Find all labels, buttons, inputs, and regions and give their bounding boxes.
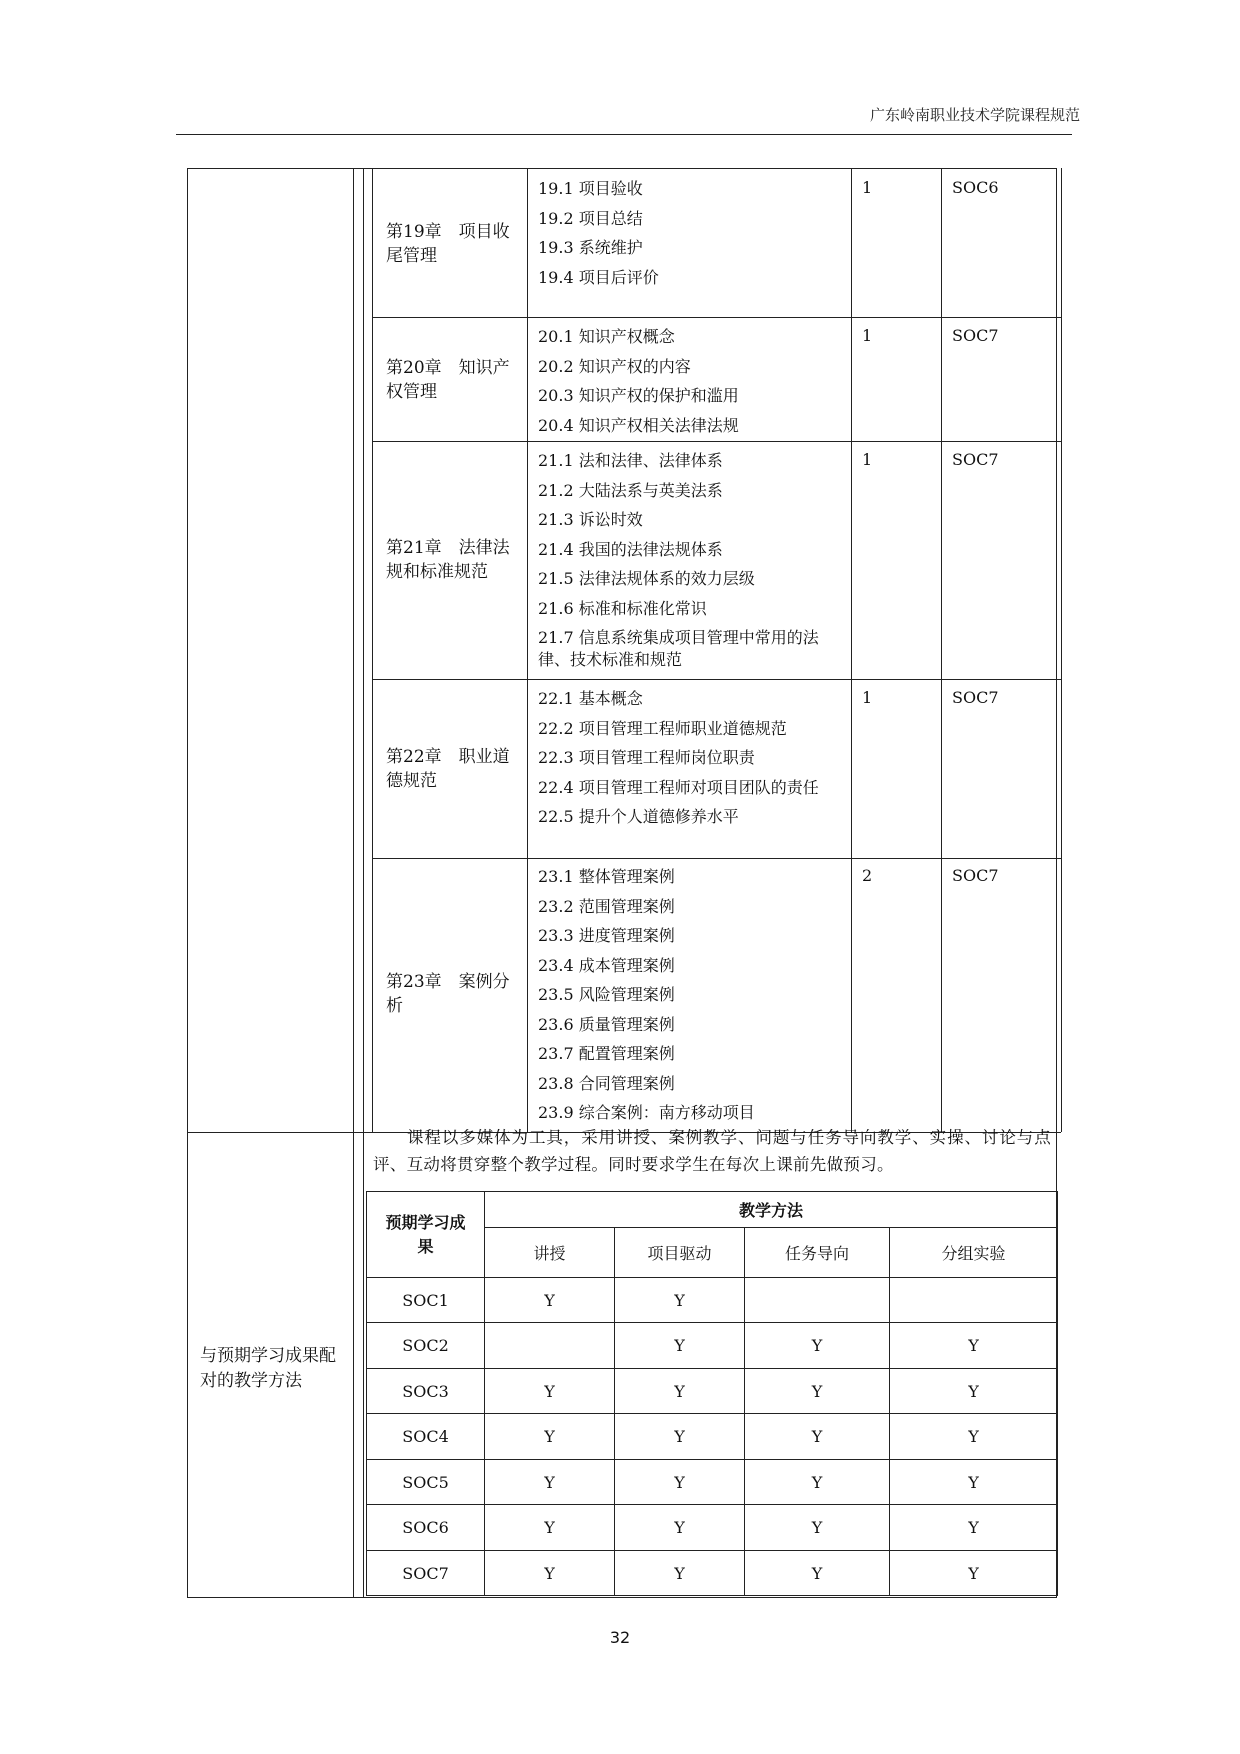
mark-cell: Y bbox=[890, 1414, 1058, 1460]
outcome-cell: SOC4 bbox=[367, 1414, 485, 1460]
mark-cell: Y bbox=[485, 1369, 615, 1414]
outcome-header: 预期学习成果 bbox=[367, 1192, 485, 1278]
chapter-hours: 1 bbox=[862, 688, 873, 707]
mark-cell: Y bbox=[890, 1460, 1058, 1505]
section-item: 20.4 知识产权相关法律法规 bbox=[538, 415, 739, 435]
method-column-header: 分组实验 bbox=[890, 1228, 1058, 1278]
mark-cell bbox=[745, 1278, 890, 1323]
row-divider bbox=[372, 858, 1061, 859]
outcome-cell: SOC2 bbox=[367, 1323, 485, 1369]
mark-cell: Y bbox=[485, 1414, 615, 1460]
section-item: 20.2 知识产权的内容 bbox=[538, 356, 691, 376]
mark-cell: Y bbox=[485, 1278, 615, 1323]
outcome-cell: SOC3 bbox=[367, 1369, 485, 1414]
mark-cell bbox=[890, 1278, 1058, 1323]
section-item: 23.3 进度管理案例 bbox=[538, 926, 675, 945]
mark-cell: Y bbox=[485, 1551, 615, 1596]
method-column-header: 项目驱动 bbox=[615, 1228, 745, 1278]
mark-cell: Y bbox=[615, 1369, 745, 1414]
section-list bbox=[538, 446, 838, 674]
chapter-soc: SOC7 bbox=[952, 450, 999, 469]
section-list bbox=[538, 174, 838, 292]
mark-cell: Y bbox=[615, 1278, 745, 1323]
chapter-title: 第21章 法律法规和标准规范 bbox=[386, 538, 510, 582]
section-item: 20.3 知识产权的保护和滥用 bbox=[538, 386, 739, 405]
section-item: 22.5 提升个人道德修养水平 bbox=[538, 806, 739, 826]
section-item: 23.8 合同管理案例 bbox=[538, 1073, 675, 1093]
mark-cell bbox=[485, 1323, 615, 1369]
row-divider bbox=[372, 679, 1061, 680]
inner-frame-line bbox=[372, 168, 373, 1132]
section-item: 22.2 项目管理工程师职业道德规范 bbox=[538, 718, 787, 738]
method-column-header: 任务导向 bbox=[745, 1228, 890, 1278]
table-row bbox=[367, 1323, 1058, 1369]
section-item: 21.6 标准和标准化常识 bbox=[538, 598, 707, 618]
chapter-title: 第20章 知识产权管理 bbox=[386, 358, 510, 402]
table-row bbox=[367, 1414, 1058, 1460]
section-list bbox=[538, 684, 838, 831]
mark-cell: Y bbox=[485, 1460, 615, 1505]
mark-cell: Y bbox=[485, 1505, 615, 1551]
section-item: 23.5 风险管理案例 bbox=[538, 985, 675, 1004]
chapter-title: 第22章 职业道德规范 bbox=[386, 747, 510, 791]
table-row bbox=[367, 1505, 1058, 1551]
sections-hours-divider bbox=[851, 168, 852, 1132]
section-list bbox=[538, 322, 838, 440]
chapter-hours: 1 bbox=[862, 326, 873, 345]
section-item: 19.4 项目后评价 bbox=[538, 267, 659, 287]
chapter-soc: SOC7 bbox=[952, 326, 999, 345]
section-item: 19.2 项目总结 bbox=[538, 208, 643, 228]
mark-cell: Y bbox=[615, 1414, 745, 1460]
mark-cell: Y bbox=[745, 1323, 890, 1369]
section-item: 23.9 综合案例：南方移动项目 bbox=[538, 1103, 755, 1122]
row-divider bbox=[372, 441, 1061, 442]
method-column-header: 讲授 bbox=[485, 1228, 615, 1278]
section-item: 19.1 项目验收 bbox=[538, 179, 643, 198]
section-item: 22.1 基本概念 bbox=[538, 689, 643, 708]
section-item: 21.5 法律法规体系的效力层级 bbox=[538, 569, 755, 588]
chapter-soc: SOC7 bbox=[952, 688, 999, 707]
section-item: 23.7 配置管理案例 bbox=[538, 1044, 675, 1063]
table-row bbox=[367, 1460, 1058, 1505]
chapter-title: 第19章 项目收尾管理 bbox=[386, 222, 510, 266]
row-divider bbox=[372, 317, 1061, 318]
section-item: 23.4 成本管理案例 bbox=[538, 955, 675, 975]
mark-cell: Y bbox=[615, 1551, 745, 1596]
mark-cell: Y bbox=[745, 1505, 890, 1551]
mark-cell: Y bbox=[615, 1323, 745, 1369]
section-item: 21.4 我国的法律法规体系 bbox=[538, 539, 723, 559]
section-item: 22.3 项目管理工程师岗位职责 bbox=[538, 748, 755, 767]
chapter-hours: 2 bbox=[862, 866, 873, 885]
table-row bbox=[367, 1278, 1058, 1323]
left-column-divider bbox=[353, 168, 354, 1598]
header-rule bbox=[176, 134, 1072, 135]
outcome-cell: SOC1 bbox=[367, 1278, 485, 1323]
chapter-soc: SOC7 bbox=[952, 866, 999, 885]
section-item: 19.3 系统维护 bbox=[538, 238, 643, 257]
mark-cell: Y bbox=[745, 1369, 890, 1414]
methods-header: 教学方法 bbox=[485, 1192, 1058, 1228]
mark-cell: Y bbox=[745, 1414, 890, 1460]
chapter-title: 第23章 案例分析 bbox=[386, 972, 510, 1016]
chapter-hours: 1 bbox=[862, 178, 873, 197]
chapter-hours: 1 bbox=[862, 450, 873, 469]
section-item: 22.4 项目管理工程师对项目团队的责任 bbox=[538, 777, 819, 797]
teaching-methods-intro: 课程以多媒体为工具，采用讲授、案例教学、问题与任务导向教学、实操、讨论与点评、互动将贯穿整个教学过程。同时要求学生在每次上课前先做预习。 bbox=[373, 1128, 1051, 1174]
table-row bbox=[367, 1551, 1058, 1596]
teaching-methods-label: 与预期学习成果配对的教学方法 bbox=[200, 1346, 336, 1391]
right-frame-inner bbox=[1061, 168, 1062, 1132]
mark-cell: Y bbox=[890, 1505, 1058, 1551]
mark-cell: Y bbox=[890, 1323, 1058, 1369]
methods-matrix bbox=[366, 1191, 1058, 1596]
section-item: 21.1 法和法律、法律体系 bbox=[538, 451, 723, 470]
mark-cell: Y bbox=[745, 1551, 890, 1596]
section-item: 23.1 整体管理案例 bbox=[538, 867, 675, 886]
table-row bbox=[367, 1369, 1058, 1414]
section-item: 20.1 知识产权概念 bbox=[538, 327, 675, 346]
page-header-title: 广东岭南职业技术学院课程规范 bbox=[869, 106, 1080, 124]
hours-soc-divider bbox=[941, 168, 942, 1132]
outcome-cell: SOC5 bbox=[367, 1460, 485, 1505]
section-item: 21.3 诉讼时效 bbox=[538, 510, 643, 529]
section-item: 23.6 质量管理案例 bbox=[538, 1014, 675, 1034]
mark-cell: Y bbox=[615, 1460, 745, 1505]
mark-cell: Y bbox=[890, 1369, 1058, 1414]
mark-cell: Y bbox=[890, 1551, 1058, 1596]
section-item: 21.2 大陆法系与英美法系 bbox=[538, 480, 723, 500]
chapter-soc: SOC6 bbox=[952, 178, 999, 197]
section-item: 23.2 范围管理案例 bbox=[538, 896, 675, 916]
outcome-cell: SOC7 bbox=[367, 1551, 485, 1596]
chapter-sections-divider bbox=[527, 168, 528, 1132]
section-list bbox=[538, 862, 838, 1128]
inner-frame-left bbox=[363, 168, 364, 1598]
page-number: 32 bbox=[609, 1628, 631, 1647]
mark-cell: Y bbox=[745, 1460, 890, 1505]
mark-cell: Y bbox=[615, 1505, 745, 1551]
section-item: 21.7 信息系统集成项目管理中常用的法律、技术标准和规范 bbox=[538, 628, 819, 669]
outcome-cell: SOC6 bbox=[367, 1505, 485, 1551]
